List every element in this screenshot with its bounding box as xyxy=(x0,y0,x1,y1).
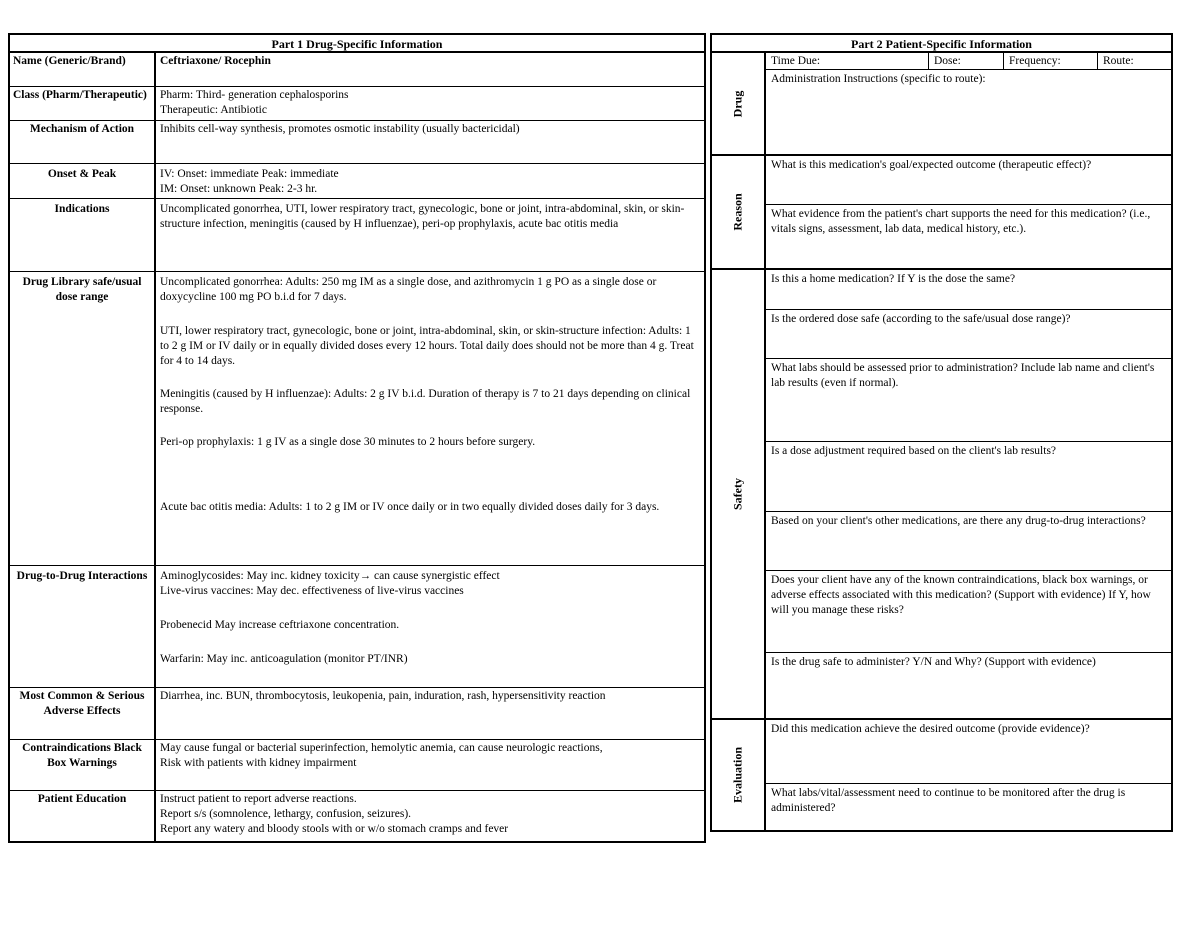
admin-details-row xyxy=(766,53,1171,70)
value-line: Report s/s (somnolence, lethargy, confusion, seizures). xyxy=(160,808,412,820)
part1-table xyxy=(8,33,706,843)
safety-labs-field[interactable]: What labs should be assessed prior to administration? Include lab name and client's lab results (even if normal). xyxy=(766,359,1171,442)
value-line: Pharm: Third- generation cephalosporins xyxy=(160,89,349,101)
row-dose-range xyxy=(10,272,704,566)
section-label-text: Reason xyxy=(730,193,745,231)
value-mechanism xyxy=(156,121,704,163)
safety-dose-field[interactable]: Is the ordered dose safe (according to the safe/usual dose range)? xyxy=(766,310,1171,359)
evaluation-outcome-field[interactable]: Did this medication achieve the desired outcome (provide evidence)? xyxy=(766,720,1171,784)
value-dose-range xyxy=(156,272,704,565)
section-label-text: Safety xyxy=(730,478,745,510)
section-label-drug xyxy=(712,53,766,154)
safety-contraindications-field[interactable]: Does your client have any of the known contraindications, black box warnings, or adverse effects associated with this medication? (Support with evidence) If Y, how will you manage these risks? xyxy=(766,571,1171,653)
row-onset xyxy=(10,164,704,199)
value-line: Warfarin: May inc. anticoagulation (monitor PT/INR) xyxy=(160,653,408,665)
value-indications xyxy=(156,199,704,271)
value-class xyxy=(156,87,704,120)
dose-field[interactable]: Dose: xyxy=(929,53,1004,69)
route-field[interactable]: Route: xyxy=(1103,55,1134,67)
frequency-field[interactable]: Frequency: xyxy=(1004,53,1098,69)
value-onset xyxy=(156,164,704,198)
section-drug xyxy=(712,53,1171,156)
label-class: Class (Pharm/Therapeutic) xyxy=(10,87,156,120)
section-label-reason xyxy=(712,156,766,268)
label-name: Name (Generic/Brand) xyxy=(10,53,156,86)
row-contraindications xyxy=(10,740,704,791)
row-name xyxy=(10,53,704,87)
value-line: Meningitis (caused by H influenzae): Adults: 2 g IV b.i.d. Duration of therapy is 7 to 21 days depending on clinical response. xyxy=(160,388,691,415)
row-class xyxy=(10,87,704,121)
label-mechanism: Mechanism of Action xyxy=(10,121,156,163)
admin-instructions-field[interactable]: Administration Instructions (specific to route): xyxy=(771,73,986,85)
value-adverse-effects xyxy=(156,688,704,739)
part2-title: Part 2 Patient-Specific Information xyxy=(712,35,1171,53)
label-interactions: Drug-to-Drug Interactions xyxy=(10,566,156,687)
section-label-text: Evaluation xyxy=(730,746,745,804)
row-adverse-effects xyxy=(10,688,704,740)
row-mechanism xyxy=(10,121,704,164)
row-patient-education xyxy=(10,791,704,843)
value-patient-education xyxy=(156,791,704,843)
part2-table xyxy=(710,33,1173,832)
value-line: Probenecid May increase ceftriaxone concentration. xyxy=(160,619,400,631)
label-onset: Onset & Peak xyxy=(10,164,156,198)
part1-title: Part 1 Drug-Specific Information xyxy=(10,35,704,53)
reason-goal-field[interactable]: What is this medication's goal/expected outcome (therapeutic effect)? xyxy=(766,156,1171,205)
section-label-text: Drug xyxy=(730,90,745,117)
label-patient-education: Patient Education xyxy=(10,791,156,843)
value-line: Report any watery and bloody stools with or w/o stomach cramps and fever xyxy=(160,823,509,835)
section-reason xyxy=(712,156,1171,270)
section-label-safety xyxy=(712,270,766,718)
reason-evidence-field[interactable]: What evidence from the patient's chart supports the need for this medication? (i.e., vitals signs, assessment, lab data, medical history, etc.). xyxy=(771,208,1151,235)
value-interactions xyxy=(156,566,704,687)
value-line: IM: Onset: unknown Peak: 2-3 hr. xyxy=(160,183,318,195)
value-line: May cause fungal or bacterial superinfection, hemolytic anemia, can cause neurologic reactions, xyxy=(160,742,603,754)
label-dose-range: Drug Library safe/usual dose range xyxy=(10,272,156,565)
value-line: IV: Onset: immediate Peak: immediate xyxy=(160,168,339,180)
label-contraindications: Contraindications Black Box Warnings xyxy=(10,740,156,790)
label-adverse-effects: Most Common & Serious Adverse Effects xyxy=(10,688,156,739)
value-line: UTI, lower respiratory tract, gynecologic, bone or joint, intra-abdominal, skin, or skin-structure infection: Adults: 1 to 2 g IM or IV daily or in equally divided doses every 12 hours. Total daily does should not be more than 4 g. Treat for 4 to 14 days. xyxy=(160,325,694,367)
section-evaluation xyxy=(712,720,1171,830)
value-line: Aminoglycosides: May inc. kidney toxicity→ can cause synergistic effect xyxy=(160,570,500,582)
section-label-evaluation xyxy=(712,720,766,830)
safety-home-med-field[interactable]: Is this a home medication? If Y is the dose the same? xyxy=(766,270,1171,310)
section-safety xyxy=(712,270,1171,720)
row-interactions xyxy=(10,566,704,688)
value-line: Therapeutic: Antibiotic xyxy=(160,104,267,116)
value-line: Ceftriaxone/ Rocephin xyxy=(160,55,271,67)
value-line: Risk with patients with kidney impairment xyxy=(160,757,357,769)
safety-dose-adjustment-field[interactable]: Is a dose adjustment required based on the client's lab results? xyxy=(766,442,1171,512)
value-line: Peri-op prophylaxis: 1 g IV as a single dose 30 minutes to 2 hours before surgery. xyxy=(160,436,536,448)
value-line: Instruct patient to report adverse reactions. xyxy=(160,793,357,805)
value-line: Uncomplicated gonorrhea: Adults: 250 mg IM as a single dose, and azithromycin 1 g PO as a single dose or doxycycline 100 mg PO b.i.d for 7 days. xyxy=(160,276,657,303)
safety-interactions-field[interactable]: Based on your client's other medications, are there any drug-to-drug interactions? xyxy=(766,512,1171,571)
value-line: Live-virus vaccines: May dec. effectiveness of live-virus vaccines xyxy=(160,585,464,597)
row-indications xyxy=(10,199,704,272)
value-line: Diarrhea, inc. BUN, thrombocytosis, leukopenia, pain, induration, rash, hypersensitivity reaction xyxy=(160,690,606,702)
value-line: Inhibits cell-way synthesis, promotes osmotic instability (usually bactericidal) xyxy=(160,123,520,135)
label-indications: Indications xyxy=(10,199,156,271)
value-contraindications xyxy=(156,740,704,790)
safety-administer-field[interactable]: Is the drug safe to administer? Y/N and Why? (Support with evidence) xyxy=(771,656,1096,668)
value-line: Uncomplicated gonorrhea, UTI, lower respiratory tract, gynecologic, bone or joint, intra-abdominal, skin, or skin-structure infection, meningitis (caused by H influenzae), peri-op prophylaxis, acute bac otitis media xyxy=(160,203,685,230)
time-due-field[interactable]: Time Due: xyxy=(766,53,929,69)
evaluation-monitor-field[interactable]: What labs/vital/assessment need to continue to be monitored after the drug is administered? xyxy=(771,787,1126,814)
value-line: Acute bac otitis media: Adults: 1 to 2 g IM or IV once daily or in two equally divided doses daily for 3 days. xyxy=(160,501,660,513)
value-name xyxy=(156,53,704,86)
